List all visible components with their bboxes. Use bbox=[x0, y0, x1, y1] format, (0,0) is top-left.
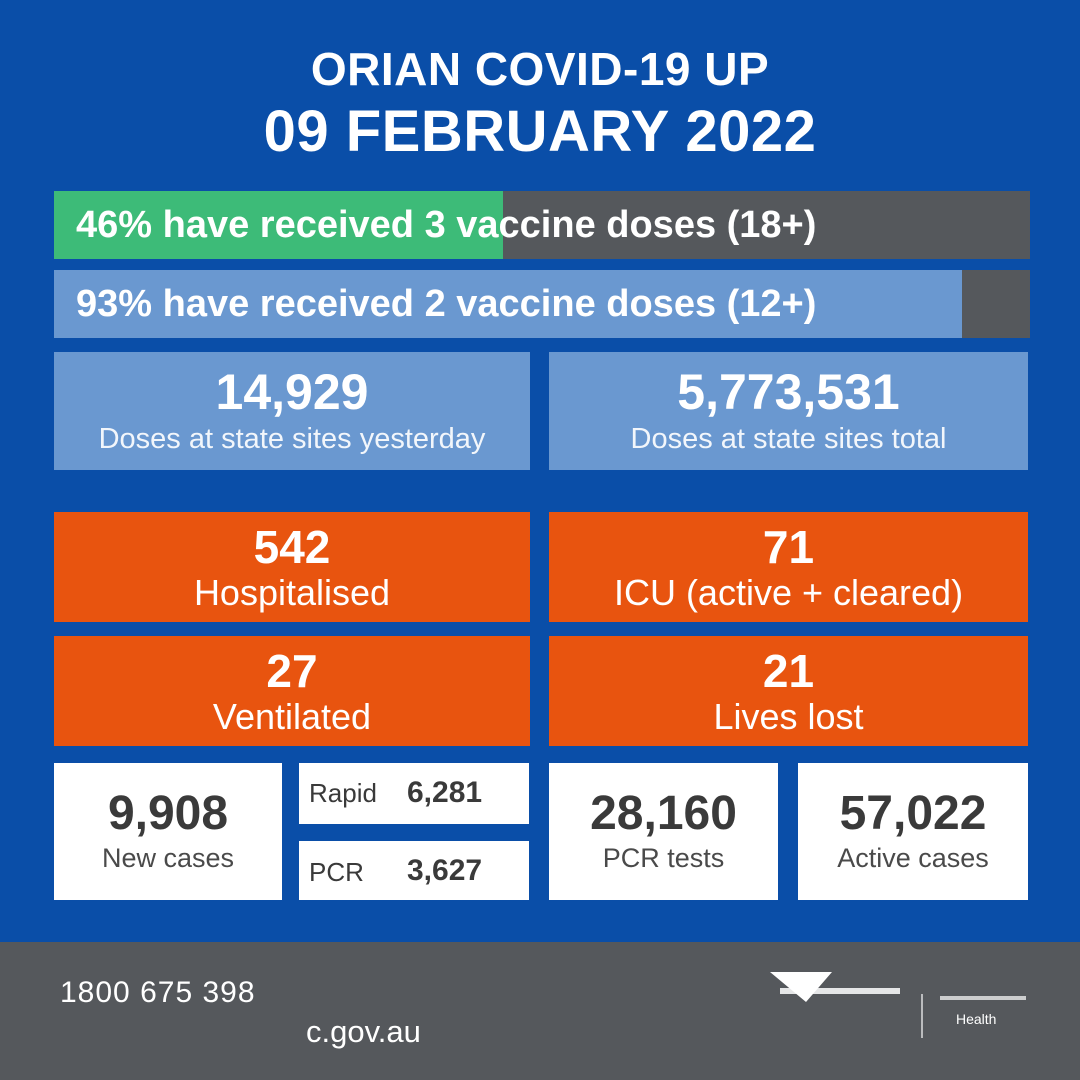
doses-yesterday-label: Doses at state sites yesterday bbox=[98, 423, 486, 455]
vaccine-3-doses-bar bbox=[54, 191, 1030, 259]
ventilated-label: Ventilated bbox=[212, 696, 372, 737]
active-cases-card bbox=[798, 763, 1028, 900]
pcr-cases-card bbox=[299, 841, 529, 900]
doses-yesterday-value: 14,929 bbox=[215, 364, 369, 420]
phone-number: 1800 675 398 bbox=[60, 976, 256, 1004]
hospitalised-value: 542 bbox=[253, 521, 331, 573]
page-title-line1: ORIAN COVID-19 UP bbox=[310, 43, 770, 95]
active-cases-value: 57,022 bbox=[839, 787, 987, 840]
active-cases-label: Active cases bbox=[837, 843, 989, 873]
icu-value: 71 bbox=[762, 521, 815, 573]
new-cases-card bbox=[54, 763, 282, 900]
new-cases-label: New cases bbox=[101, 843, 235, 873]
ventilated-value: 27 bbox=[266, 645, 318, 697]
logo-health-text: Health bbox=[956, 1011, 997, 1027]
vaccine-2-doses-bar bbox=[54, 270, 1030, 338]
lives-lost-value: 21 bbox=[762, 645, 815, 697]
hospitalised-label: Hospitalised bbox=[193, 572, 391, 613]
doses-total-label: Doses at state sites total bbox=[630, 423, 947, 455]
lives-lost-card bbox=[549, 636, 1028, 746]
icu-label: ICU (active + cleared) bbox=[613, 572, 964, 613]
pcr-value: 3,627 bbox=[407, 854, 483, 887]
rapid-label: Rapid bbox=[309, 778, 377, 808]
footer bbox=[0, 942, 1080, 1080]
icu-card bbox=[549, 512, 1028, 622]
vaccine-2-doses-label: 93% have received 2 vaccine doses (12+) bbox=[76, 282, 817, 325]
rapid-value: 6,281 bbox=[407, 776, 483, 809]
rapid-cases-card bbox=[299, 763, 529, 824]
victoria-v-mark-icon bbox=[770, 972, 832, 1002]
pcr-label: PCR bbox=[309, 857, 364, 887]
lives-lost-label: Lives lost bbox=[713, 696, 864, 737]
vaccine-3-doses-label: 46% have received 3 vaccine doses (18+) bbox=[76, 203, 817, 246]
pcr-tests-value: 28,160 bbox=[590, 787, 737, 840]
ventilated-card bbox=[54, 636, 530, 746]
pcr-tests-label: PCR tests bbox=[602, 843, 725, 873]
new-cases-value: 9,908 bbox=[107, 787, 229, 840]
website-link[interactable]: c.gov.au bbox=[306, 1014, 421, 1049]
hospitalised-card bbox=[54, 512, 530, 622]
doses-total-value: 5,773,531 bbox=[677, 364, 900, 420]
doses-yesterday-card bbox=[54, 352, 530, 470]
doses-total-card bbox=[549, 352, 1028, 470]
page-title-date: 09 FEBRUARY 2022 bbox=[263, 99, 817, 164]
victoria-health-logo bbox=[770, 968, 1030, 1053]
pcr-tests-card bbox=[549, 763, 778, 900]
